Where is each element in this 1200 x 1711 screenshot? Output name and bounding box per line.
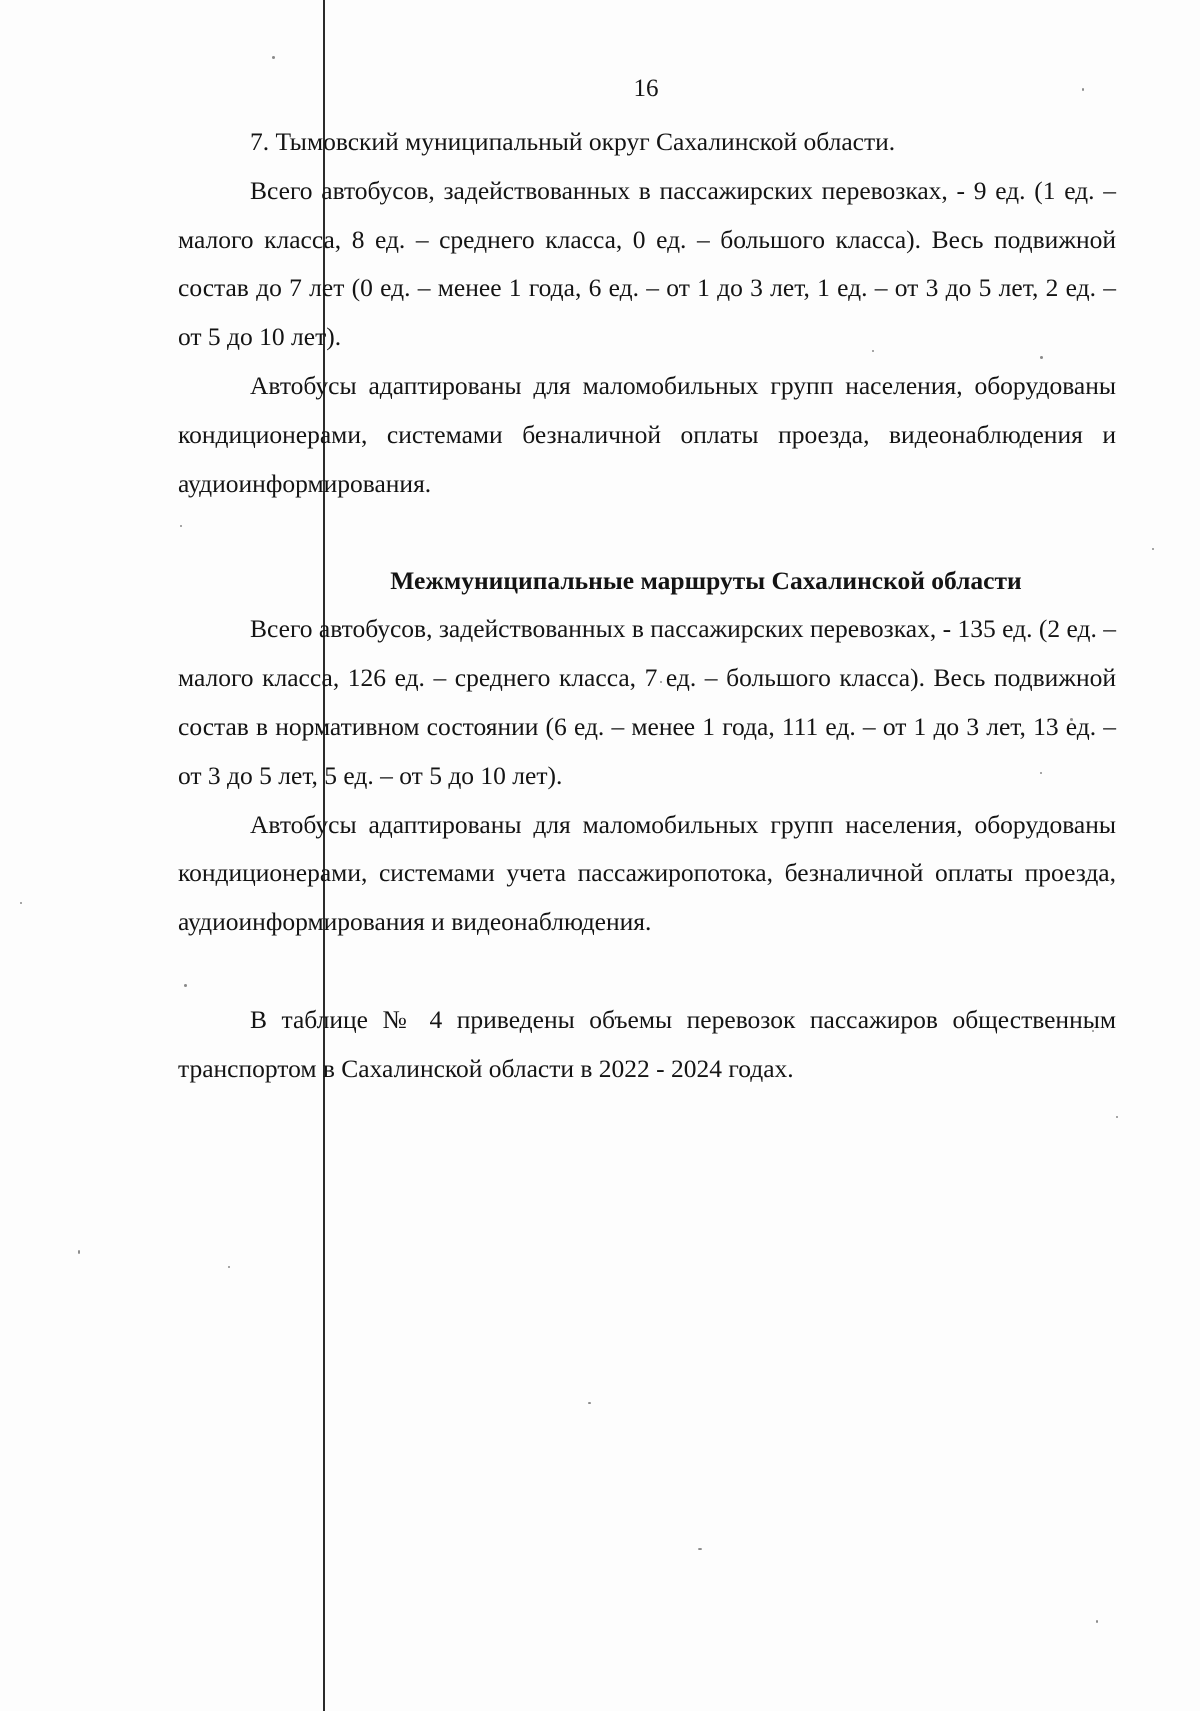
paragraph-intermunicipal-fleet: Всего автобусов, задействованных в пассажирских перевозках, - 135 ед. (2 ед. – малого класса, 126 ед. – среднего класса, 7 ед. – большого класса). Весь подвижной состав в нормативном состоянии (6 ед. – менее 1 года, 111 ед. – от 1 до 3 лет, 13 ед. – от 3 до 5 лет, 5 ед. – от 5 до 10 лет).	[178, 614, 1116, 790]
document-body	[178, 118, 1116, 1094]
paragraph-intermunicipal-equipment: Автобусы адаптированы для маломобильных групп населения, оборудованы кондиционерами, системами учета пассажиропотока, безналичной оплаты проезда, аудиоинформирования и видеонаблюдения.	[178, 809, 1116, 937]
paragraph-tymovsky-fleet: Всего автобусов, задействованных в пассажирских перевозках, - 9 ед. (1 ед. – малого класса, 8 ед. – среднего класса, 0 ед. – большого класса). Весь подвижной состав до 7 лет (0 ед. – менее 1 года, 6 ед. – от 1 до 3 лет, 1 ед. – от 3 до 5 лет, 2 ед. – от 5 до 10 лет).	[178, 175, 1116, 352]
paragraph-tymovsky-equipment: Автобусы адаптированы для маломобильных групп населения, оборудованы кондиционерами, системами безналичной оплаты проезда, видеонаблюдения и аудиоинформирования.	[178, 370, 1116, 498]
spacer	[178, 508, 1116, 557]
spacer	[178, 947, 1116, 996]
section-heading-tymovsky: 7. Тымовский муниципальный округ Сахалинской области.	[250, 127, 896, 156]
page-number: 16	[633, 75, 659, 102]
section-heading-intermunicipal: Межмуниципальные маршруты Сахалинской области	[390, 566, 1022, 596]
paragraph-table-reference: В таблице № 4 приведены объемы перевозок пассажиров общественным транспортом в Сахалинской области в 2022 - 2024 годах.	[178, 1004, 1116, 1083]
